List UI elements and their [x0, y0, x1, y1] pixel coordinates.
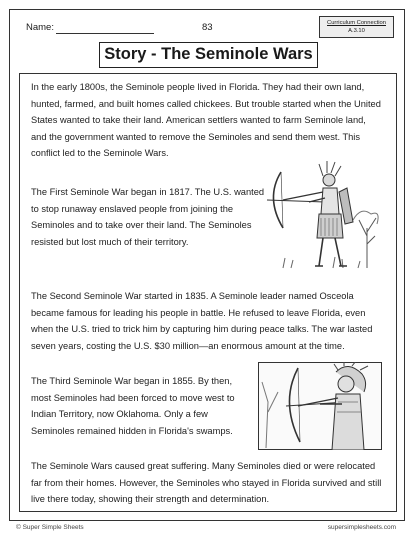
story-paragraph-intro: In the early 1800s, the Seminole people lived in Florida. They had their own land, hunted, farmed, and built homes called chickees. But trouble started when the United States wanted to take their land. American settlers wanted to farm Seminole land, and the government wanted to remove the Seminoles and send them west. This conflict led to the Seminole Wars.	[31, 82, 381, 159]
story-paragraph-conclusion: The Seminole Wars caused great suffering. Many Seminoles died or were relocated far from their homes. However, the Seminoles who stayed in Florida survived and still live there today, showing their strength and determination.	[31, 461, 382, 505]
curriculum-connection-code: A.3.10	[348, 28, 365, 34]
page-title: Story - The Seminole Wars	[99, 42, 318, 68]
footer-copyright: © Super Simple Sheets	[16, 524, 84, 531]
story-paragraph-first-war: The First Seminole War began in 1817. The U.S. wanted to stop runaway enslaved people from joining the Seminoles and to take over their land. The Seminoles resisted but lost much of their territory.	[31, 187, 265, 247]
story-paragraph-second-war: The Second Seminole War started in 1835. A Seminole leader named Osceola became famous for leading his people in battle. He refused to leave Florida, even when the U.S. tried to trick him by capturing him during peace talks. The war lasted seven years, costing the U.S. $30 million—an enormous amount at the time.	[31, 291, 373, 351]
name-line[interactable]	[56, 33, 154, 34]
footer-website[interactable]: supersimplesheets.com	[327, 524, 396, 531]
archer-illustration	[263, 158, 383, 270]
curriculum-connection-box	[319, 16, 394, 38]
name-label: Name:	[26, 22, 54, 33]
story-paragraph-third-war: The Third Seminole War began in 1855. By then, most Seminoles had been forced to move west to Indian Territory, now Oklahoma. Only a few Seminoles remained hidden in Florida's swamps.	[31, 376, 235, 436]
page-number: 83	[202, 22, 213, 33]
curriculum-connection-title: Curriculum Connection	[327, 20, 386, 26]
warrior-illustration	[258, 362, 382, 450]
